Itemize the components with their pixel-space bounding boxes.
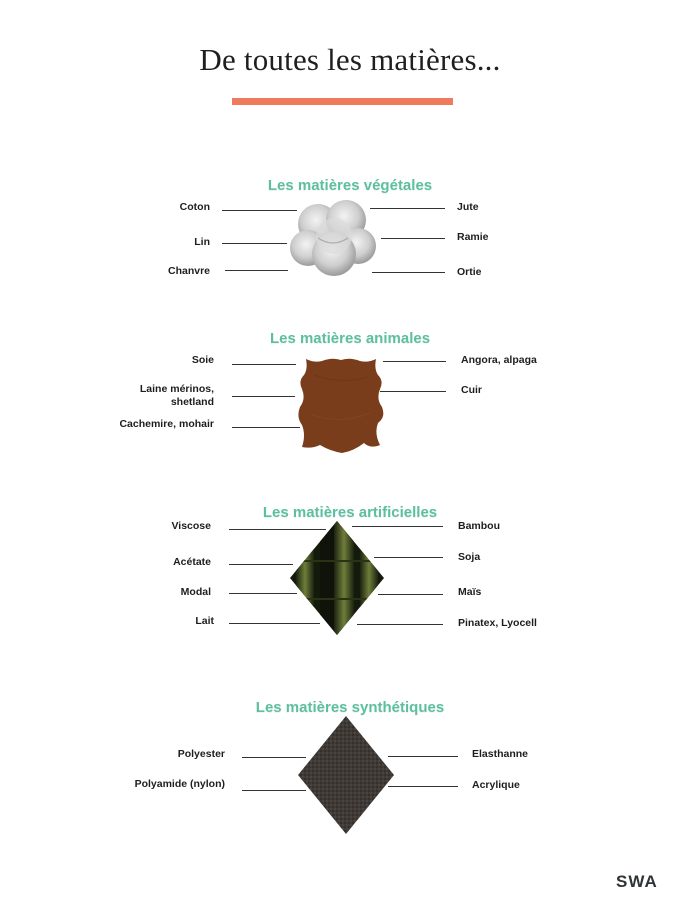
label-polyamide: Polyamide (nylon) xyxy=(134,778,225,790)
page-title: De toutes les matières... xyxy=(199,42,501,77)
section-title-synthetiques: Les matières synthétiques xyxy=(255,699,445,716)
connector-line xyxy=(388,786,458,787)
section-title-animales: Les matières animales xyxy=(269,330,431,347)
connector-line xyxy=(370,208,445,209)
label-jute: Jute xyxy=(457,201,479,213)
connector-line xyxy=(225,270,288,271)
label-cuir: Cuir xyxy=(461,384,482,396)
label-laine: Laine mérinos, shetland xyxy=(139,383,214,408)
connector-line xyxy=(222,210,297,211)
swa-logo xyxy=(616,872,658,892)
connector-line xyxy=(232,364,296,365)
label-coton: Coton xyxy=(179,201,210,213)
connector-line xyxy=(242,757,306,758)
connector-line xyxy=(378,594,443,595)
label-chanvre: Chanvre xyxy=(167,265,210,277)
label-mais: Maïs xyxy=(458,586,482,598)
label-bambou: Bambou xyxy=(458,520,500,532)
label-lin: Lin xyxy=(194,236,210,248)
connector-line xyxy=(388,756,458,757)
label-ortie: Ortie xyxy=(457,266,482,278)
label-ramie: Ramie xyxy=(457,231,489,243)
bamboo-diamond-icon xyxy=(290,521,384,635)
connector-line xyxy=(222,243,287,244)
connector-line xyxy=(381,238,445,239)
leather-hide-icon xyxy=(294,355,388,459)
connector-line xyxy=(242,790,306,791)
synthetic-fabric-diamond-icon xyxy=(298,716,394,834)
cotton-boll-icon xyxy=(288,198,380,278)
label-angora: Angora, alpaga xyxy=(461,354,537,366)
section-title-vegetales: Les matières végétales xyxy=(267,177,433,194)
label-soie: Soie xyxy=(191,354,214,366)
label-acrylique: Acrylique xyxy=(472,779,520,791)
connector-line xyxy=(229,564,293,565)
section-title-artificielles: Les matières artificielles xyxy=(262,504,438,521)
label-soja: Soja xyxy=(458,551,481,563)
logo-text: SWA xyxy=(616,872,658,891)
label-polyester: Polyester xyxy=(177,748,225,760)
title-underline xyxy=(232,98,453,105)
connector-line xyxy=(372,272,445,273)
connector-line xyxy=(229,593,297,594)
label-elasthanne: Elasthanne xyxy=(472,748,529,760)
label-acetate: Acétate xyxy=(173,556,211,568)
connector-line xyxy=(380,391,446,392)
label-modal: Modal xyxy=(180,586,211,598)
label-viscose: Viscose xyxy=(171,520,211,532)
connector-line xyxy=(232,396,295,397)
label-lait: Lait xyxy=(195,615,214,627)
label-pinatex: Pinatex, Lyocell xyxy=(458,617,537,629)
connector-line xyxy=(232,427,300,428)
connector-line xyxy=(383,361,446,362)
label-cachemire: Cachemire, mohair xyxy=(119,418,214,430)
connector-line xyxy=(374,557,443,558)
